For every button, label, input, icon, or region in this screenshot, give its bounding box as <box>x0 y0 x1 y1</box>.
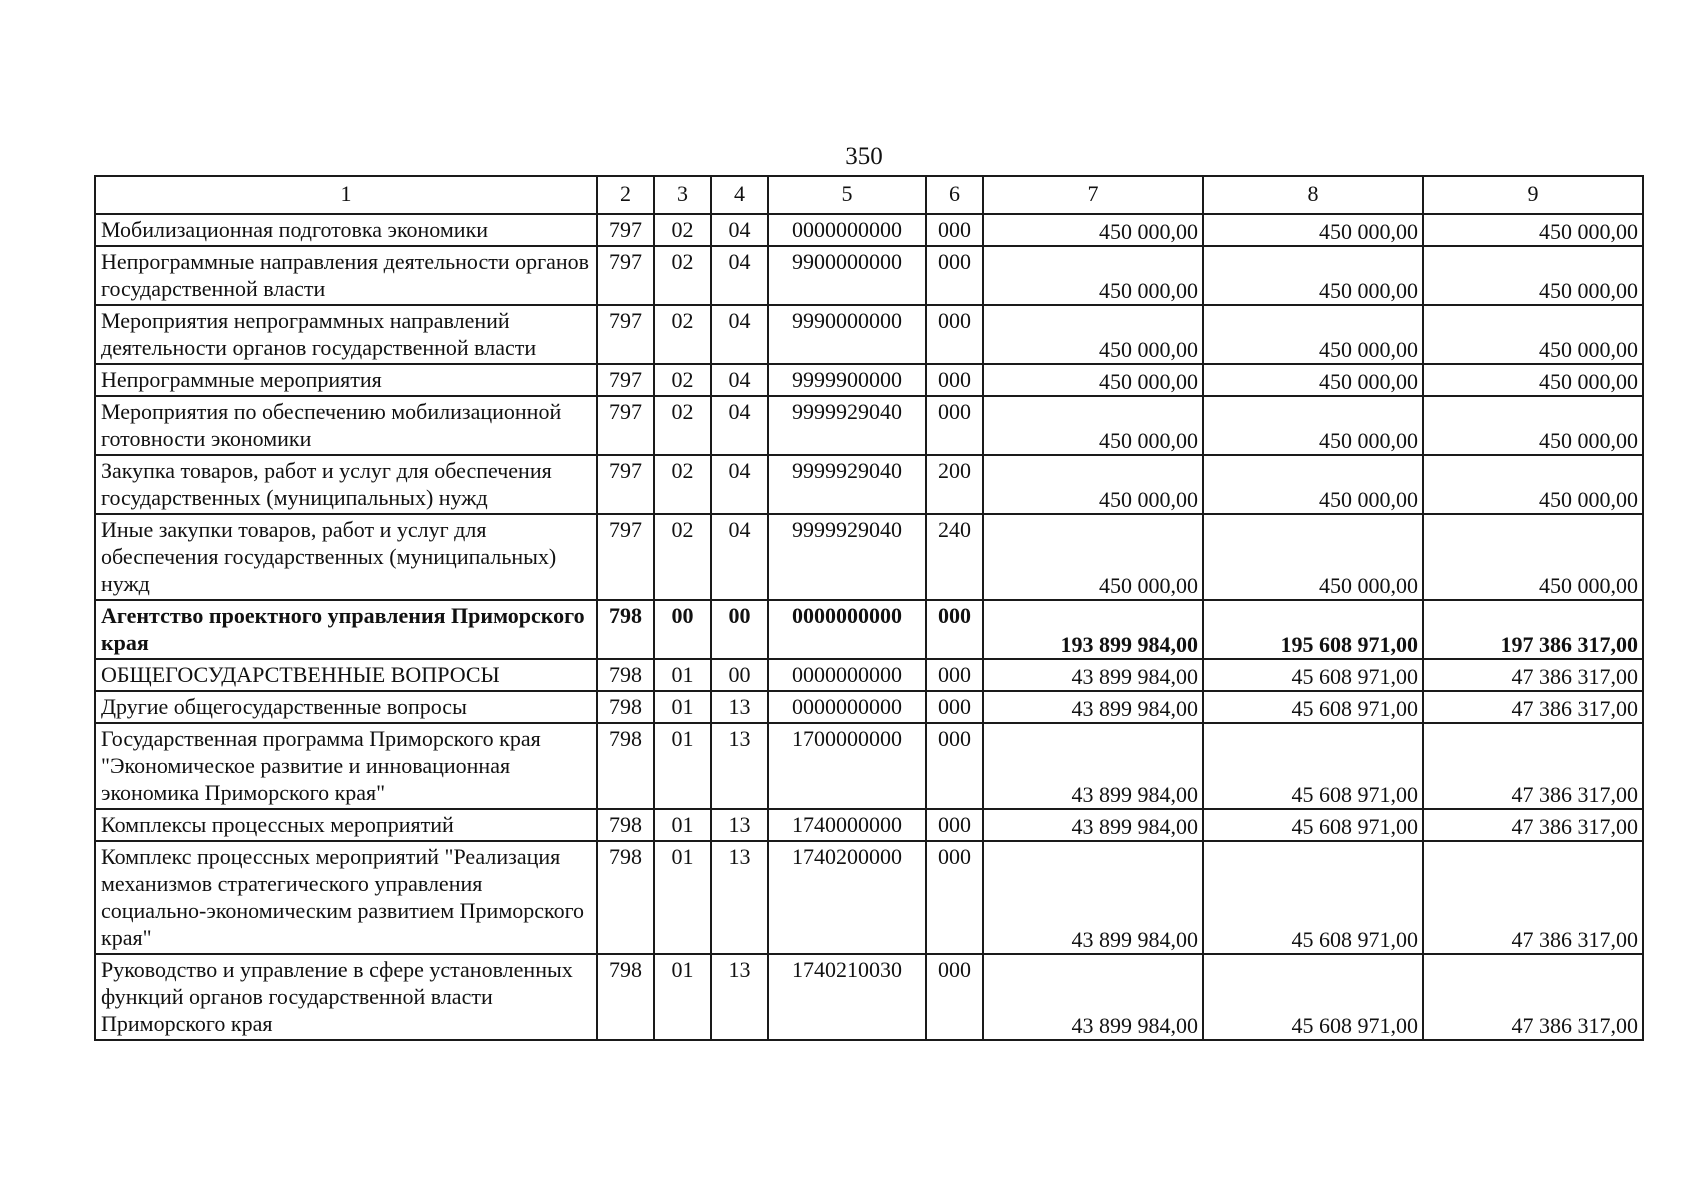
ministry-code: 797 <box>597 455 654 514</box>
amount-col9: 450 000,00 <box>1423 305 1643 364</box>
subsection-code: 04 <box>711 455 768 514</box>
amount-col9: 47 386 317,00 <box>1423 841 1643 954</box>
section-code: 01 <box>654 723 711 809</box>
row-name: Непрограммные направления деятельности органов государственной власти <box>95 246 597 305</box>
row-name: Мероприятия непрограммных направлений деятельности органов государственной власти <box>95 305 597 364</box>
table-row <box>95 364 1643 396</box>
subsection-code: 04 <box>711 214 768 246</box>
target-article-code: 1700000000 <box>768 723 926 809</box>
target-article-code: 1740000000 <box>768 809 926 841</box>
subsection-code: 00 <box>711 659 768 691</box>
section-code: 01 <box>654 691 711 723</box>
subsection-code: 04 <box>711 514 768 600</box>
amount-col9: 450 000,00 <box>1423 246 1643 305</box>
row-name: ОБЩЕГОСУДАРСТВЕННЫЕ ВОПРОСЫ <box>95 659 597 691</box>
expense-type-code: 240 <box>926 514 983 600</box>
amount-col8: 450 000,00 <box>1203 514 1423 600</box>
subsection-code: 13 <box>711 954 768 1040</box>
target-article-code: 0000000000 <box>768 214 926 246</box>
target-article-code: 9990000000 <box>768 305 926 364</box>
subsection-code: 04 <box>711 396 768 455</box>
amount-col8: 450 000,00 <box>1203 214 1423 246</box>
target-article-code: 0000000000 <box>768 600 926 659</box>
amount-col7: 43 899 984,00 <box>983 841 1203 954</box>
row-name: Комплексы процессных мероприятий <box>95 809 597 841</box>
column-header: 9 <box>1423 176 1643 214</box>
table-row <box>95 455 1643 514</box>
amount-col7: 450 000,00 <box>983 305 1203 364</box>
ministry-code: 798 <box>597 723 654 809</box>
amount-col8: 195 608 971,00 <box>1203 600 1423 659</box>
amount-col8: 450 000,00 <box>1203 305 1423 364</box>
table-row <box>95 723 1643 809</box>
amount-col8: 45 608 971,00 <box>1203 841 1423 954</box>
amount-col9: 450 000,00 <box>1423 396 1643 455</box>
amount-col7: 450 000,00 <box>983 514 1203 600</box>
ministry-code: 797 <box>597 246 654 305</box>
amount-col9: 450 000,00 <box>1423 214 1643 246</box>
page-number: 350 <box>845 143 883 170</box>
target-article-code: 1740210030 <box>768 954 926 1040</box>
section-code: 01 <box>654 659 711 691</box>
header-row <box>95 176 1643 214</box>
target-article-code: 0000000000 <box>768 659 926 691</box>
table-row <box>95 659 1643 691</box>
amount-col8: 450 000,00 <box>1203 455 1423 514</box>
column-header: 1 <box>95 176 597 214</box>
ministry-code: 798 <box>597 954 654 1040</box>
table-row <box>95 514 1643 600</box>
section-code: 00 <box>654 600 711 659</box>
amount-col8: 450 000,00 <box>1203 246 1423 305</box>
amount-col7: 450 000,00 <box>983 455 1203 514</box>
target-article-code: 9900000000 <box>768 246 926 305</box>
amount-col7: 450 000,00 <box>983 364 1203 396</box>
target-article-code: 9999929040 <box>768 514 926 600</box>
target-article-code: 1740200000 <box>768 841 926 954</box>
subsection-code: 04 <box>711 246 768 305</box>
budget-table <box>94 175 1644 1041</box>
expense-type-code: 000 <box>926 809 983 841</box>
row-name: Государственная программа Приморского края "Экономическое развитие и инновационная экономика Приморского края" <box>95 723 597 809</box>
column-header: 7 <box>983 176 1203 214</box>
row-name: Комплекс процессных мероприятий "Реализация механизмов стратегического управления социально-экономическим развитием Приморского края" <box>95 841 597 954</box>
target-article-code: 9999929040 <box>768 396 926 455</box>
row-name: Другие общегосударственные вопросы <box>95 691 597 723</box>
expense-type-code: 000 <box>926 691 983 723</box>
amount-col9: 450 000,00 <box>1423 364 1643 396</box>
column-header: 2 <box>597 176 654 214</box>
expense-type-code: 000 <box>926 659 983 691</box>
column-header: 3 <box>654 176 711 214</box>
amount-col9: 450 000,00 <box>1423 455 1643 514</box>
subsection-code: 13 <box>711 809 768 841</box>
amount-col7: 193 899 984,00 <box>983 600 1203 659</box>
amount-col7: 43 899 984,00 <box>983 691 1203 723</box>
amount-col9: 47 386 317,00 <box>1423 691 1643 723</box>
table-row <box>95 214 1643 246</box>
row-name: Непрограммные мероприятия <box>95 364 597 396</box>
section-code: 02 <box>654 514 711 600</box>
ministry-code: 798 <box>597 600 654 659</box>
amount-col7: 43 899 984,00 <box>983 723 1203 809</box>
amount-col8: 45 608 971,00 <box>1203 954 1423 1040</box>
row-name: Мобилизационная подготовка экономики <box>95 214 597 246</box>
target-article-code: 9999929040 <box>768 455 926 514</box>
amount-col8: 45 608 971,00 <box>1203 809 1423 841</box>
section-code: 02 <box>654 396 711 455</box>
expense-type-code: 000 <box>926 841 983 954</box>
subsection-code: 04 <box>711 305 768 364</box>
amount-col9: 197 386 317,00 <box>1423 600 1643 659</box>
expense-type-code: 200 <box>926 455 983 514</box>
amount-col9: 47 386 317,00 <box>1423 723 1643 809</box>
expense-type-code: 000 <box>926 305 983 364</box>
column-header: 4 <box>711 176 768 214</box>
section-code: 01 <box>654 841 711 954</box>
amount-col8: 45 608 971,00 <box>1203 659 1423 691</box>
section-code: 02 <box>654 364 711 396</box>
row-name: Иные закупки товаров, работ и услуг для обеспечения государственных (муниципальных) нужд <box>95 514 597 600</box>
row-name: Руководство и управление в сфере установленных функций органов государственной власти Приморского края <box>95 954 597 1040</box>
expense-type-code: 000 <box>926 214 983 246</box>
ministry-code: 797 <box>597 364 654 396</box>
section-code: 01 <box>654 954 711 1040</box>
ministry-code: 797 <box>597 214 654 246</box>
ministry-code: 798 <box>597 691 654 723</box>
expense-type-code: 000 <box>926 246 983 305</box>
expense-type-code: 000 <box>926 723 983 809</box>
section-code: 02 <box>654 455 711 514</box>
section-code: 02 <box>654 305 711 364</box>
table-row <box>95 841 1643 954</box>
amount-col9: 47 386 317,00 <box>1423 954 1643 1040</box>
ministry-code: 797 <box>597 305 654 364</box>
expense-type-code: 000 <box>926 364 983 396</box>
ministry-code: 798 <box>597 809 654 841</box>
amount-col8: 450 000,00 <box>1203 396 1423 455</box>
amount-col7: 450 000,00 <box>983 246 1203 305</box>
amount-col7: 450 000,00 <box>983 396 1203 455</box>
column-header: 6 <box>926 176 983 214</box>
section-code: 02 <box>654 246 711 305</box>
amount-col7: 450 000,00 <box>983 214 1203 246</box>
subsection-code: 13 <box>711 841 768 954</box>
amount-col9: 450 000,00 <box>1423 514 1643 600</box>
table-row <box>95 691 1643 723</box>
column-header: 5 <box>768 176 926 214</box>
amount-col8: 45 608 971,00 <box>1203 691 1423 723</box>
amount-col9: 47 386 317,00 <box>1423 809 1643 841</box>
amount-col8: 450 000,00 <box>1203 364 1423 396</box>
ministry-code: 798 <box>597 659 654 691</box>
column-header: 8 <box>1203 176 1423 214</box>
target-article-code: 0000000000 <box>768 691 926 723</box>
subsection-code: 13 <box>711 723 768 809</box>
amount-col9: 47 386 317,00 <box>1423 659 1643 691</box>
section-code: 01 <box>654 809 711 841</box>
table-row <box>95 954 1643 1040</box>
row-name: Закупка товаров, работ и услуг для обеспечения государственных (муниципальных) нужд <box>95 455 597 514</box>
ministry-code: 798 <box>597 841 654 954</box>
table-row <box>95 396 1643 455</box>
amount-col7: 43 899 984,00 <box>983 809 1203 841</box>
subsection-code: 04 <box>711 364 768 396</box>
expense-type-code: 000 <box>926 600 983 659</box>
subsection-code: 13 <box>711 691 768 723</box>
table-row <box>95 305 1643 364</box>
table-row <box>95 809 1643 841</box>
section-code: 02 <box>654 214 711 246</box>
expense-type-code: 000 <box>926 954 983 1040</box>
subsection-code: 00 <box>711 600 768 659</box>
row-name: Мероприятия по обеспечению мобилизационной готовности экономики <box>95 396 597 455</box>
ministry-code: 797 <box>597 396 654 455</box>
amount-col7: 43 899 984,00 <box>983 954 1203 1040</box>
amount-col8: 45 608 971,00 <box>1203 723 1423 809</box>
ministry-code: 797 <box>597 514 654 600</box>
target-article-code: 9999900000 <box>768 364 926 396</box>
table-row-agency-total <box>95 600 1643 659</box>
table-body <box>95 214 1643 1040</box>
amount-col7: 43 899 984,00 <box>983 659 1203 691</box>
expense-type-code: 000 <box>926 396 983 455</box>
row-name: Агентство проектного управления Приморского края <box>95 600 597 659</box>
table-row <box>95 246 1643 305</box>
